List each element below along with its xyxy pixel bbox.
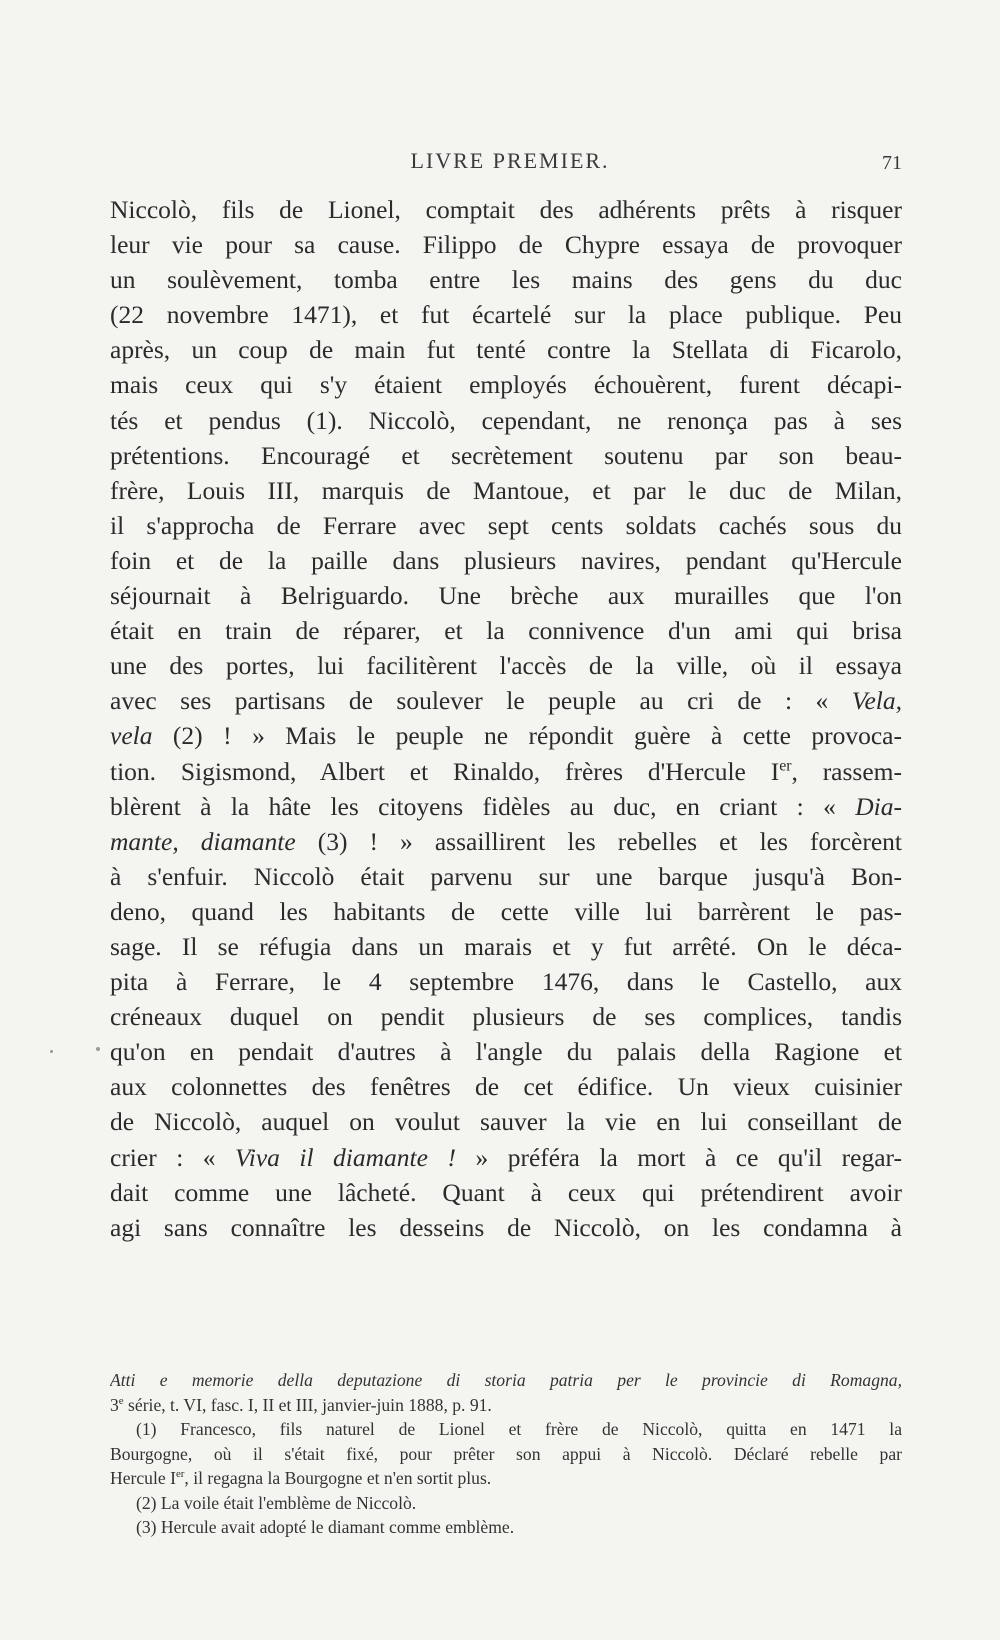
- text-line: un soulèvement, tomba entre les mains des gens du duc: [110, 265, 902, 295]
- text-segment: (3) ! » assaillirent les rebelles et les forcèrent: [295, 826, 902, 856]
- text-line: après, un coup de main fut tenté contre la Stellata di Ficarolo,: [110, 335, 902, 365]
- text-line: sage. Il se réfugia dans un marais et y fut arrêté. On le déca-: [110, 931, 902, 961]
- italic-segment: Vela,: [851, 686, 902, 716]
- text-line: à s'enfuir. Niccolò était parvenu sur une barque jusqu'à Bon-: [110, 861, 902, 891]
- running-head: [118, 148, 902, 178]
- text-line: [110, 683, 902, 718]
- text-line: mais ceux qui s'y étaient employés échouèrent, furent décapi-: [110, 370, 902, 400]
- text-line: pita à Ferrare, le 4 septembre 1476, dans le Castello, aux: [110, 967, 902, 997]
- text-line: dait comme une lâcheté. Quant à ceux qui prétendirent avoir: [110, 1177, 902, 1207]
- text-segment: blèrent à la hâte les citoyens fidèles au duc, en criant : «: [110, 791, 856, 821]
- italic-segment: Dia-: [855, 791, 902, 821]
- text-line: [110, 718, 902, 753]
- paper-speck: [96, 1047, 100, 1051]
- text-line: [110, 754, 902, 789]
- text-line: il s'approcha de Ferrare avec sept cents soldats cachés sous du: [110, 510, 902, 540]
- text-segment: avec ses partisans de soulever le peuple au cri de : «: [110, 686, 852, 716]
- text-segment: , il regagna la Bourgogne et n'en sortit plus.: [184, 1468, 492, 1488]
- text-line: [110, 824, 902, 859]
- text-line: créneaux duquel on pendit plusieurs de ses complices, tandis: [110, 1002, 902, 1032]
- text-line: (22 novembre 1471), et fut écartelé sur la place publique. Peu: [110, 300, 902, 330]
- text-line: leur vie pour sa cause. Filippo de Chypre essaya de provoquer: [110, 230, 902, 260]
- text-line: foin et de la paille dans plusieurs navires, pendant qu'Hercule: [110, 545, 902, 575]
- page-number: 71: [882, 152, 902, 174]
- text-line: Niccolò, fils de Lionel, comptait des adhérents prêts à risquer: [110, 195, 902, 224]
- text-line: une des portes, lui facilitèrent l'accès de la ville, où il essaya: [110, 651, 902, 681]
- text-segment: crier : «: [110, 1142, 236, 1172]
- body-text: [110, 192, 902, 1245]
- text-line: frère, Louis III, marquis de Mantoue, et par le duc de Milan,: [110, 475, 902, 505]
- superscript: e: [118, 1394, 124, 1407]
- text-line: tés et pendus (1). Niccolò, cependant, ne renonça pas à ses: [110, 405, 902, 435]
- italic-segment: Atti e memorie della deputazione di storia patria per le provincie di Romagna,: [110, 1370, 902, 1390]
- footnote-1-continued: Bourgogne, où il s'était fixé, pour prêter son appui à Niccolò. Déclaré rebelle par: [110, 1443, 902, 1464]
- text-line: deno, quand les habitants de cette ville lui barrèrent le pas-: [110, 896, 902, 926]
- footnote-3: (3) Hercule avait adopté le diamant comme emblème.: [136, 1517, 515, 1537]
- text-segment: (2) ! » Mais le peuple ne répondit guère à cette provoca-: [152, 721, 902, 751]
- italic-segment: Viva il diamante !: [235, 1142, 456, 1172]
- footnotes: [110, 1368, 902, 1540]
- footnote-source-line: [110, 1368, 902, 1393]
- text-segment: série, t. VI, fasc. I, II et III, janvier-juin 1888, p. 91.: [123, 1394, 492, 1415]
- text-segment: » préféra la mort à ce qu'il regar-: [455, 1142, 902, 1172]
- text-line: [110, 1140, 902, 1175]
- paper-speck: [50, 1050, 53, 1053]
- superscript: er: [175, 1468, 185, 1481]
- footnote-source-line: [110, 1393, 902, 1418]
- text-line: aux colonnettes des fenêtres de cet édifice. Un vieux cuisinier: [110, 1072, 902, 1102]
- text-segment: Hercule I: [110, 1468, 176, 1488]
- text-line: séjournait à Belriguardo. Une brèche aux murailles que l'on: [110, 581, 902, 611]
- superscript: er: [779, 757, 792, 774]
- text-segment: tion. Sigismond, Albert et Rinaldo, frères d'Hercule I: [110, 756, 780, 786]
- italic-segment: mante, diamante: [110, 826, 296, 856]
- text-line: [110, 789, 902, 824]
- text-line: était en train de réparer, et la connivence d'un ami qui brisa: [110, 616, 902, 646]
- text-line: de Niccolò, auquel on voulut sauver la vie en lui conseillant de: [110, 1107, 902, 1137]
- text-line: agi sans connaître les desseins de Niccolò, on les condamna à: [110, 1212, 902, 1242]
- text-line: qu'on en pendait d'autres à l'angle du palais della Ragione et: [110, 1037, 902, 1067]
- text-segment: , rassem-: [791, 756, 902, 786]
- footnote-2: (2) La voile était l'emblème de Niccolò.: [136, 1492, 417, 1513]
- running-title: LIVRE PREMIER.: [410, 148, 610, 173]
- text-line: prétentions. Encouragé et secrètement soutenu par son beau-: [110, 440, 902, 470]
- footnote-1-continued: [110, 1466, 902, 1491]
- footnote-1: (1) Francesco, fils naturel de Lionel et frère de Niccolò, quitta en 1471 la: [136, 1419, 902, 1439]
- italic-segment: vela: [110, 721, 153, 751]
- text-segment: 3: [110, 1394, 119, 1415]
